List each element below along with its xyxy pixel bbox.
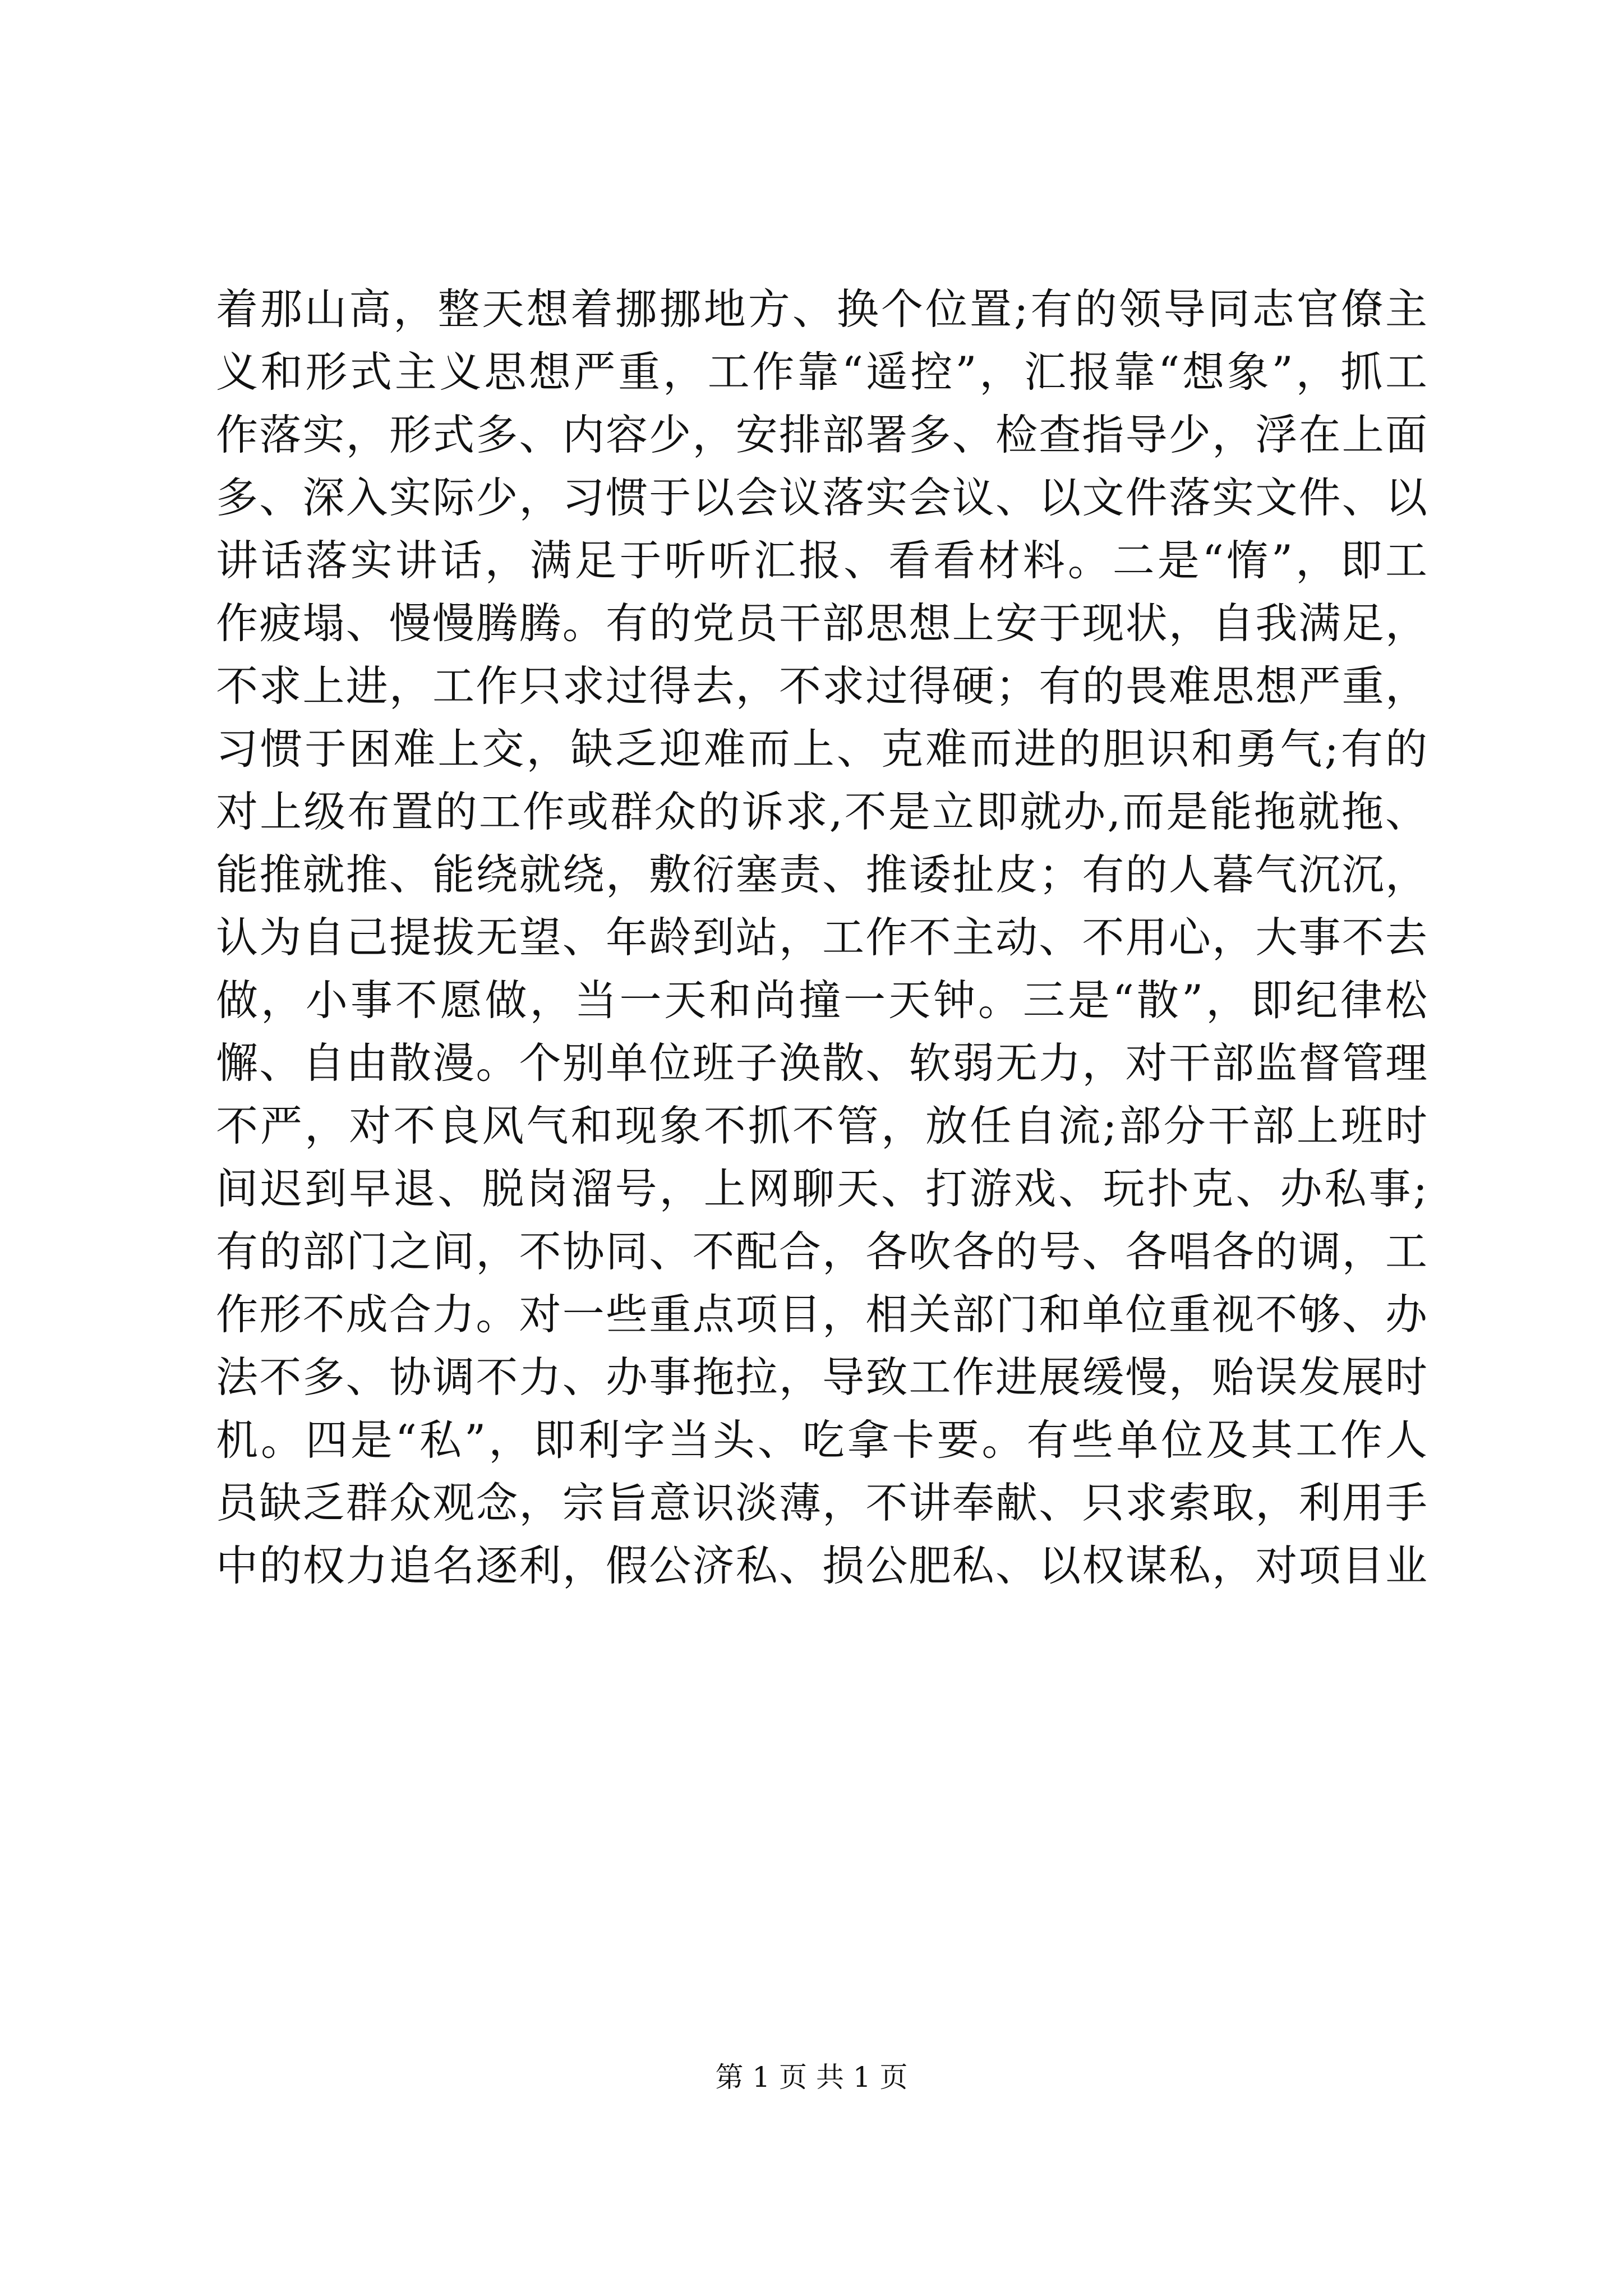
text-line: 认为自己提拔无望、年龄到站，工作不主动、不用心，大事不去	[216, 913, 1427, 962]
text-line: 多、深入实际少，习惯于以会议落实会议、以文件落实文件、以	[216, 473, 1427, 522]
body-text	[216, 278, 1427, 1597]
page-footer: 第 1 页 共 1 页	[715, 2061, 908, 2093]
text-line: 懈、自由散漫。个别单位班子涣散、软弱无力，对干部监督管理	[216, 1038, 1427, 1088]
text-line: 做，小事不愿做，当一天和尚撞一天钟。三是“散”，即纪律松	[216, 976, 1427, 1025]
text-line: 有的部门之间，不协同、不配合，各吹各的号、各唱各的调，工	[216, 1227, 1427, 1276]
text-line: 着那山高，整天想着挪挪地方、换个位置;有的领导同志官僚主	[216, 284, 1427, 334]
text-line: 员缺乏群众观念，宗旨意识淡薄，不讲奉献、只求索取，利用手	[216, 1478, 1427, 1527]
text-line: 间迟到早退、脱岗溜号，上网聊天、打游戏、玩扑克、办私事;	[216, 1164, 1427, 1213]
text-line: 讲话落实讲话，满足于听听汇报、看看材料。二是“惰”，即工	[216, 536, 1427, 585]
text-line: 作落实，形式多、内容少，安排部署多、检查指导少，浮在上面	[216, 410, 1427, 459]
text-line: 习惯于困难上交，缺乏迎难而上、克难而进的胆识和勇气;有的	[216, 724, 1427, 774]
text-line: 义和形式主义思想严重，工作靠“遥控”，汇报靠“想象”，抓工	[216, 347, 1427, 397]
text-line: 作形不成合力。对一些重点项目，相关部门和单位重视不够、办	[216, 1290, 1427, 1339]
text-line: 法不多、协调不力、办事拖拉，导致工作进展缓慢，贻误发展时	[216, 1352, 1427, 1402]
text-line: 作疲塌、慢慢腾腾。有的党员干部思想上安于现状，自我满足，	[216, 599, 1427, 648]
text-line: 机。四是“私”，即利字当头、吃拿卡要。有些单位及其工作人	[216, 1415, 1427, 1465]
text-line: 能推就推、能绕就绕，敷衍塞责、推诿扯皮；有的人暮气沉沉，	[216, 850, 1427, 899]
text-line: 不求上进，工作只求过得去，不求过得硬；有的畏难思想严重，	[216, 661, 1427, 711]
text-line: 对上级布置的工作或群众的诉求,不是立即就办,而是能拖就拖、	[216, 787, 1427, 836]
text-line: 不严，对不良风气和现象不抓不管，放任自流;部分干部上班时	[216, 1101, 1427, 1151]
text-line: 中的权力追名逐利，假公济私、损公肥私、以权谋私，对项目业	[216, 1541, 1427, 1590]
